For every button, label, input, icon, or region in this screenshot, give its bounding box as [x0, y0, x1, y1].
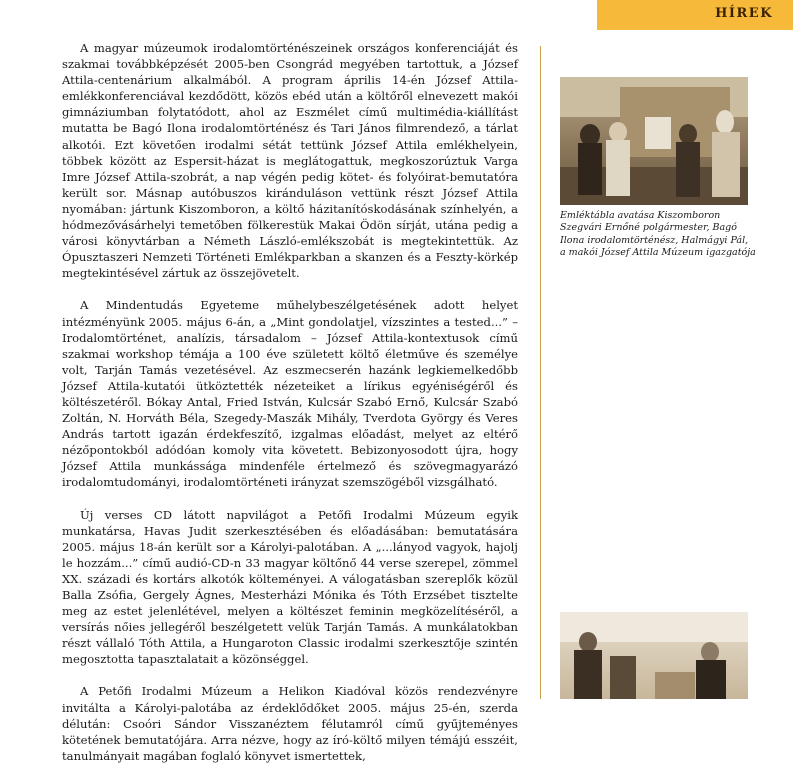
- photo-caption: [560, 210, 760, 260]
- caption-line: Emléktábla avatása Kiszomboron: [560, 210, 721, 221]
- memorial-plaque-photo: [560, 77, 748, 205]
- paragraph-conference: A magyar múzeumok irodalomtörténészeinek országos konferenciáját és szakmai továbbképzését 2005-ben Csongrád megyében tartottuk, a József Attila-centenárium alkalmából. A program április 14-én József Attila-emlékkonferenciával kezdődött, közös ebéd után a költőről elnevezett makói gimnáziumban folytatódott, ahol az Eszmélet című multimédia-kiállítást mutatta be Bagó Ilona irodalomtörténész és Tari János filmrendező, a tárlat alkotói. Ezt követően irodalmi sétát tettünk József Attila emlékhelyein, többek között az Espersit-házat is meglátogattuk, megkoszorúztuk Varga Imre József Attila-szobrát, a nap végén pedig kötet- és folyóirat-bemutatóra került sor. Másnap autóbuszos kiránduláson vettünk részt József Attila nyomában: jártunk Kiszomboron, a költő házitanítóskodásának színhelyén, a hódmezővásárhelyi temetőben fölkerestük Makai Ödön sírját, utána pedig a városi könyvtárban a Németh László-emlékszobát is megtekintettük. Az Ópusztaszeri Nemzeti Történeti Emlékparkban a skanzen és a Feszty-körkép megtekintésével zártuk az összejövetelt.: [62, 41, 518, 281]
- section-header-bar: [597, 0, 793, 30]
- caption-line: Szegvári Ernőné polgármester, Bagó: [560, 222, 737, 234]
- paragraph-workshop: A Mindentudás Egyeteme műhelybeszélgetésének adott helyet intézményünk 2005. május 6-án, a „Mint gondolatjel, vízszintes a tested...” – Irodalomtörténet, analízis, társadalom – József Attila-kontextusok című szakmai workshop témája a 100 éve született költő életműve és személye volt, Tarján Tamás vezetésével. Az eszmecserén hazánk legkiemelkedőbb József Attila-kutatói ütköztették nézeteiket a lírikus egyéniségéről és költészetéről. Bókay Antal, Fried István, Kulcsár Szabó Ernő, Kulcsár Szabó Zoltán, N. Horváth Béla, Szegedy-Maszák Mihály, Tverdota György és Veres András tartott igazán érdekfeszítő, izgalmas előadást, melyet az eltérő nézőpontokból adódóan komoly vita követett. Bebizonyosodott újra, hogy József Attila munkássága mindenféle értelmező és szövegmagyarázó irodalomtudományi, irodalomtörténeti irányzat szemszögéből vizsgálható.: [62, 298, 518, 490]
- paragraph-verse-cd: Új verses CD látott napvilágot a Petőfi Irodalmi Múzeum egyik munkatársa, Havas Judit szerkesztésében és előadásában: bemutatására 2005. május 18-án került sor a Károlyi-palotában. A „...lányod vagyok, hajolj le hozzám...” című audió-CD-n 33 magyar költőnő 44 verse szerepel, zömmel XX. századi és kortárs alkotók költeményei. A válogatásban szereplők közül Balla Zsófia, Gergely Ágnes, Mesterházi Mónika és Tóth Erzsébet tisztelte meg az estet jelenlétével, melyen a költészet feminin megközelítéséről, a versírás nőies jellegéről beszélgetett velük Tarján Tamás. A munkálatokban részt vállaló Tóth Attila, a Hungaroton Classic irodalmi szerkesztője szintén megosztotta tapasztalatait a közönséggel.: [62, 507, 518, 667]
- article-body: [62, 40, 518, 780]
- section-label: HÍREK: [715, 6, 773, 21]
- book-launch-photo: [560, 612, 748, 699]
- column-divider: [540, 46, 541, 699]
- paragraph-book-launch: A Petőfi Irodalmi Múzeum a Helikon Kiadóval közös rendezvényre invitálta a Károlyi-palotába az érdeklődőket 2005. május 25-én, szerda délután: Csoóri Sándor Visszanéztem félutamról című gyűjteményes kötetének bemutatójára. Arra nézve, hogy az író-költő milyen témájú esszéit, tanulmányait magában foglaló könyvet ismertettek,: [62, 684, 518, 763]
- caption-line: a makói József Attila Múzeum igazgatója: [560, 247, 756, 259]
- caption-line: Ilona irodalomtörténész, Halmágyi Pál,: [560, 234, 749, 246]
